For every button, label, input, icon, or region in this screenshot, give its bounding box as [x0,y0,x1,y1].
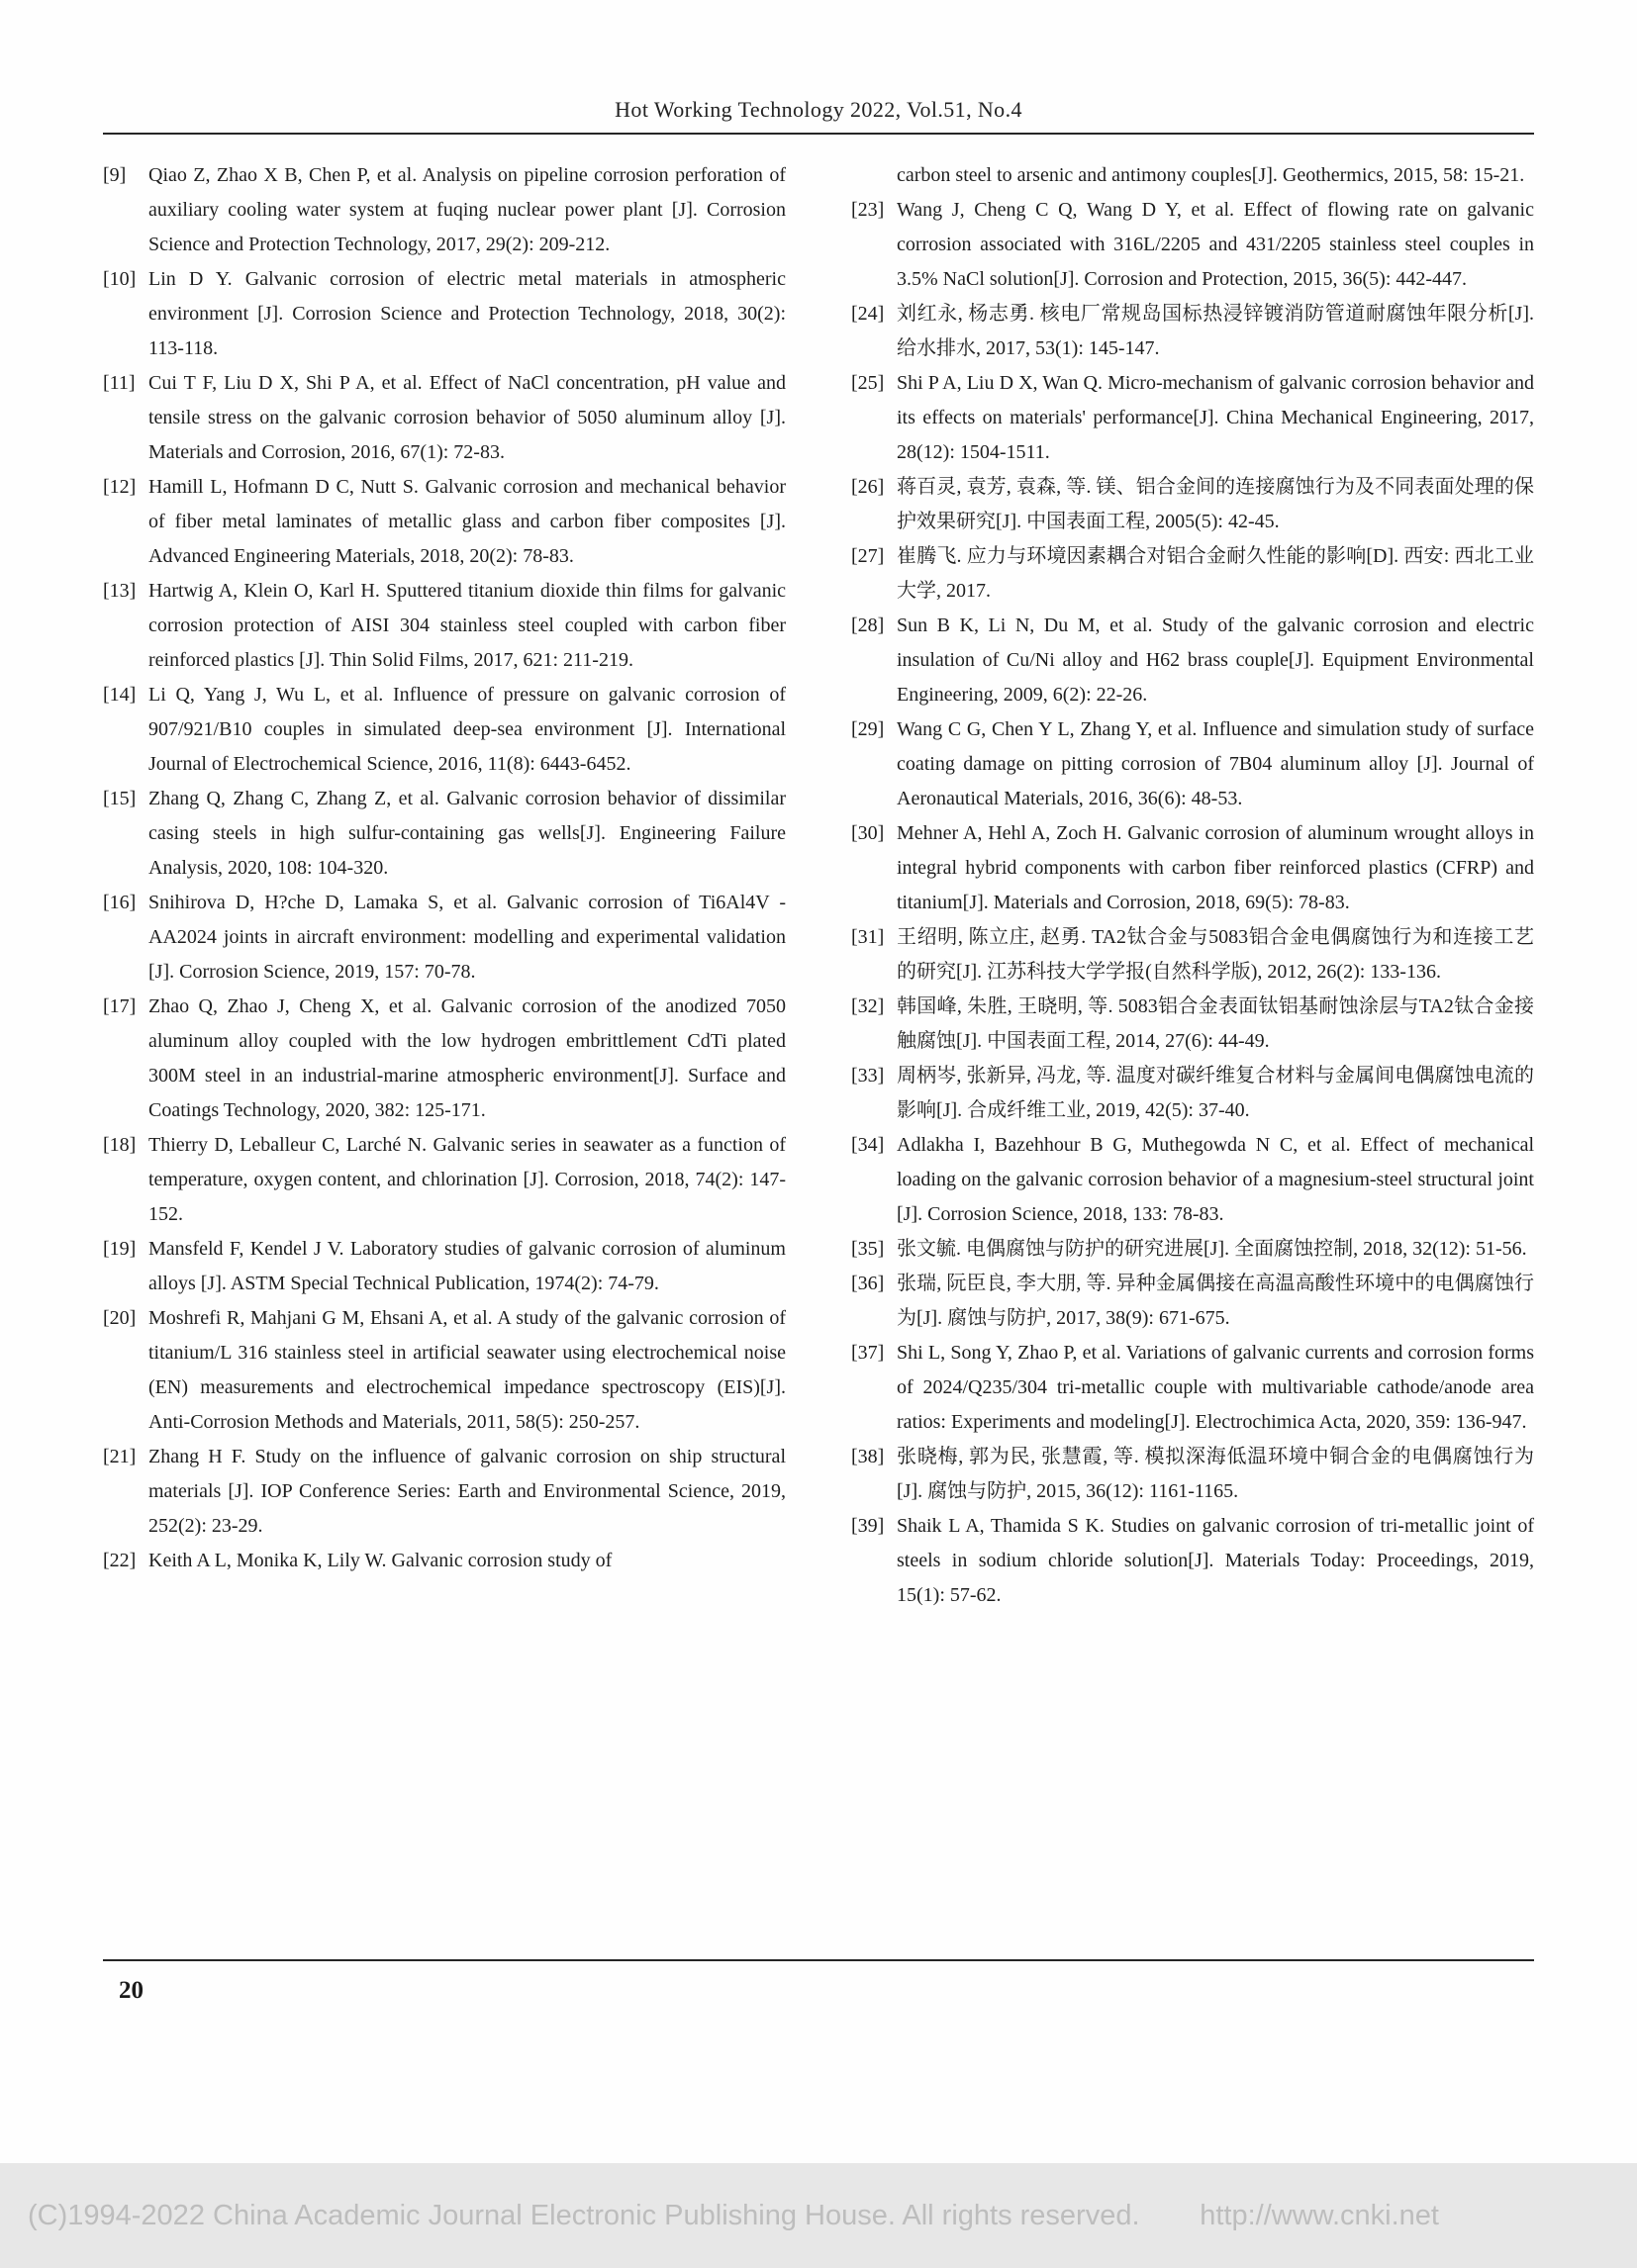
reference-number: [22] [103,1550,137,1571]
right-column [851,158,1534,1613]
reference-item [851,816,1534,920]
reference-number: [19] [103,1238,137,1260]
reference-item [103,990,786,1128]
reference-number: [24] [851,303,885,325]
reference-item [103,262,786,366]
reference-item [103,574,786,678]
reference-item [851,1509,1534,1613]
reference-text: Wang C G, Chen Y L, Zhang Y, et al. Influence and simulation study of surface coating damage on pitting corrosion of 7B04 aluminum alloy [J]. Journal of Aeronautical Materials, 2016, 36(6): 48-53. [897,718,1534,809]
reference-text: Hartwig A, Klein O, Karl H. Sputtered titanium dioxide thin films for galvanic corrosion protection of AISI 304 stainless steel coupled with carbon fiber reinforced plastics [J]. Thin Solid Films, 2017, 621: 211-219. [148,580,786,671]
reference-item [103,470,786,574]
reference-number: [15] [103,788,137,809]
reference-item [851,1267,1534,1336]
reference-text: 王绍明, 陈立庄, 赵勇. TA2钛合金与5083铝合金电偶腐蚀行为和连接工艺的研究[J]. 江苏科技大学学报(自然科学版), 2012, 26(2): 133-136. [897,926,1534,983]
reference-text: Adlakha I, Bazehhour B G, Muthegowda N C, et al. Effect of mechanical loading on the galvanic corrosion behavior of a magnesium-steel structural joint [J]. Corrosion Science, 2018, 133: 78-83. [897,1134,1534,1225]
reference-number: [11] [103,372,136,394]
reference-item [103,1128,786,1232]
reference-number: [31] [851,926,885,948]
reference-number: [37] [851,1342,885,1364]
reference-item [851,990,1534,1059]
reference-text: 崔腾飞. 应力与环境因素耦合对铝合金耐久性能的影响[D]. 西安: 西北工业大学, 2017. [897,545,1534,602]
reference-text: 周柄岑, 张新异, 冯龙, 等. 温度对碳纤维复合材料与金属间电偶腐蚀电流的影响[J]. 合成纤维工业, 2019, 42(5): 37-40. [897,1065,1534,1121]
reference-text: Thierry D, Leballeur C, Larché N. Galvanic series in seawater as a function of temperature, oxygen content, and chlorination [J]. Corrosion, 2018, 74(2): 147-152. [148,1134,786,1225]
reference-item [851,1059,1534,1128]
reference-text: Mehner A, Hehl A, Zoch H. Galvanic corrosion of aluminum wrought alloys in integral hybrid components with carbon fiber reinforced plastics (CFRP) and titanium[J]. Materials and Corrosion, 2018, 69(5): 78-83. [897,822,1534,913]
reference-number: [28] [851,614,885,636]
left-column [103,158,786,1613]
reference-number: [36] [851,1273,885,1294]
reference-text: Zhao Q, Zhao J, Cheng X, et al. Galvanic corrosion of the anodized 7050 aluminum alloy coupled with the low hydrogen embrittlement CdTi plated 300M steel in an industrial-marine atmospheric environment[J]. Surface and Coatings Technology, 2020, 382: 125-171. [148,995,786,1121]
reference-text: Sun B K, Li N, Du M, et al. Study of the galvanic corrosion and electric insulation of Cu/Ni alloy and H62 brass couple[J]. Equipment Environmental Engineering, 2009, 6(2): 22-26. [897,614,1534,706]
reference-number: [30] [851,822,885,844]
reference-number: [18] [103,1134,137,1156]
reference-text: Keith A L, Monika K, Lily W. Galvanic corrosion study of [148,1550,613,1571]
journal-header: Hot Working Technology 2022, Vol.51, No.4 [615,97,1022,122]
reference-number: [9] [103,164,127,186]
reference-number: [26] [851,476,885,498]
reference-text: Li Q, Yang J, Wu L, et al. Influence of pressure on galvanic corrosion of 907/921/B10 couples in simulated deep-sea environment [J]. International Journal of Electrochemical Science, 2016, 11(8): 6443-6452. [148,684,786,775]
reference-number: [10] [103,268,137,290]
reference-number: [20] [103,1307,137,1329]
cnki-url: http://www.cnki.net [1200,2199,1439,2231]
reference-item [103,782,786,886]
reference-text: Wang J, Cheng C Q, Wang D Y, et al. Effect of flowing rate on galvanic corrosion associated with 316L/2205 and 431/2205 stainless steel couples in 3.5% NaCl solution[J]. Corrosion and Protection, 2015, 36(5): 442-447. [897,199,1534,290]
reference-text: carbon steel to arsenic and antimony couples[J]. Geothermics, 2015, 58: 15-21. [897,164,1525,186]
reference-number: [27] [851,545,885,567]
reference-number: [33] [851,1065,885,1087]
reference-text: Moshrefi R, Mahjani G M, Ehsani A, et al. A study of the galvanic corrosion of titanium/L 316 stainless steel in artificial seawater using electrochemical noise (EN) measurements and electrochemical impedance spectroscopy (EIS)[J]. Anti-Corrosion Methods and Materials, 2011, 58(5): 250-257. [148,1307,786,1433]
reference-number: [14] [103,684,137,706]
reference-number: [13] [103,580,137,602]
reference-item [851,297,1534,366]
reference-text: 张瑞, 阮臣良, 李大朋, 等. 异种金属偶接在高温高酸性环境中的电偶腐蚀行为[J]. 腐蚀与防护, 2017, 38(9): 671-675. [897,1273,1534,1329]
reference-item [103,886,786,990]
reference-columns [103,158,1534,1613]
reference-text: Lin D Y. Galvanic corrosion of electric metal materials in atmospheric environment [J]. Corrosion Science and Protection Technology, 2018, 30(2): 113-118. [148,268,786,359]
reference-text: Cui T F, Liu D X, Shi P A, et al. Effect of NaCl concentration, pH value and tensile stress on the galvanic corrosion behavior of 5050 aluminum alloy [J]. Materials and Corrosion, 2016, 67(1): 72-83. [148,372,786,463]
reference-item [103,678,786,782]
reference-item [851,609,1534,712]
reference-text: 蒋百灵, 袁芳, 袁森, 等. 镁、铝合金间的连接腐蚀行为及不同表面处理的保护效果研究[J]. 中国表面工程, 2005(5): 42-45. [897,476,1534,532]
reference-item [851,920,1534,990]
reference-item [103,1544,786,1578]
reference-item [851,1440,1534,1509]
reference-number: [23] [851,199,885,221]
reference-text: 韩国峰, 朱胜, 王晓明, 等. 5083铝合金表面钛铝基耐蚀涂层与TA2钛合金接触腐蚀[J]. 中国表面工程, 2014, 27(6): 44-49. [897,995,1534,1052]
reference-number: [21] [103,1446,137,1467]
header-rule [103,133,1534,135]
reference-item [851,1128,1534,1232]
reference-item [851,158,1534,193]
reference-item [103,366,786,470]
reference-item [851,1232,1534,1267]
copyright-text: (C)1994-2022 China Academic Journal Electronic Publishing House. All rights reserved. [28,2199,1140,2231]
reference-text: Qiao Z, Zhao X B, Chen P, et al. Analysis on pipeline corrosion perforation of auxiliary cooling water system at fuqing nuclear power plant [J]. Corrosion Science and Protection Technology, 2017, 29(2): 209-212. [148,164,786,255]
reference-item [851,712,1534,816]
reference-item [851,539,1534,609]
reference-number: [17] [103,995,137,1017]
reference-text: 刘红永, 杨志勇. 核电厂常规岛国标热浸锌镀消防管道耐腐蚀年限分析[J]. 给水排水, 2017, 53(1): 145-147. [897,303,1534,359]
footer-rule [103,1959,1534,1961]
reference-number: [29] [851,718,885,740]
reference-item [103,1232,786,1301]
reference-item [103,1301,786,1440]
reference-text: 张晓梅, 郭为民, 张慧霞, 等. 模拟深海低温环境中铜合金的电偶腐蚀行为[J]. 腐蚀与防护, 2015, 36(12): 1161-1165. [897,1446,1534,1502]
reference-text: Zhang H F. Study on the influence of galvanic corrosion on ship structural materials [J]. IOP Conference Series: Earth and Environmental Science, 2019, 252(2): 23-29. [148,1446,786,1537]
reference-text: Shi L, Song Y, Zhao P, et al. Variations of galvanic currents and corrosion forms of 2024/Q235/304 tri-metallic couple with multivariable cathode/anode area ratios: Experiments and modeling[J]. Electrochimica Acta, 2020, 359: 136-947. [897,1342,1534,1433]
reference-item [103,158,786,262]
reference-item [851,1336,1534,1440]
reference-number: [16] [103,892,137,913]
reference-text: Zhang Q, Zhang C, Zhang Z, et al. Galvanic corrosion behavior of dissimilar casing steels in high sulfur-containing gas wells[J]. Engineering Failure Analysis, 2020, 108: 104-320. [148,788,786,879]
reference-number: [38] [851,1446,885,1467]
copyright-band [0,2163,1637,2268]
reference-number: [39] [851,1515,885,1537]
reference-text: Snihirova D, H?che D, Lamaka S, et al. Galvanic corrosion of Ti6Al4V -AA2024 joints in aircraft environment: modelling and experimental validation [J]. Corrosion Science, 2019, 157: 70-78. [148,892,786,983]
reference-text: 张文毓. 电偶腐蚀与防护的研究进展[J]. 全面腐蚀控制, 2018, 32(12): 51-56. [897,1238,1527,1260]
reference-text: Hamill L, Hofmann D C, Nutt S. Galvanic corrosion and mechanical behavior of fiber metal laminates of metallic glass and carbon fiber composites [J]. Advanced Engineering Materials, 2018, 20(2): 78-83. [148,476,786,567]
reference-item [103,1440,786,1544]
reference-number: [25] [851,372,885,394]
reference-item [851,366,1534,470]
reference-text: Shaik L A, Thamida S K. Studies on galvanic corrosion of tri-metallic joint of steels in sodium chloride solution[J]. Materials Today: Proceedings, 2019, 15(1): 57-62. [897,1515,1534,1606]
reference-text: Shi P A, Liu D X, Wan Q. Micro-mechanism of galvanic corrosion behavior and its effects on materials' performance[J]. China Mechanical Engineering, 2017, 28(12): 1504-1511. [897,372,1534,463]
reference-number: [34] [851,1134,885,1156]
reference-item [851,470,1534,539]
page-number: 20 [119,1977,144,2004]
reference-number: [32] [851,995,885,1017]
reference-item [851,193,1534,297]
reference-number: [12] [103,476,137,498]
reference-number: [35] [851,1238,885,1260]
reference-text: Mansfeld F, Kendel J V. Laboratory studies of galvanic corrosion of aluminum alloys [J]. ASTM Special Technical Publication, 1974(2): 74-79. [148,1238,786,1294]
